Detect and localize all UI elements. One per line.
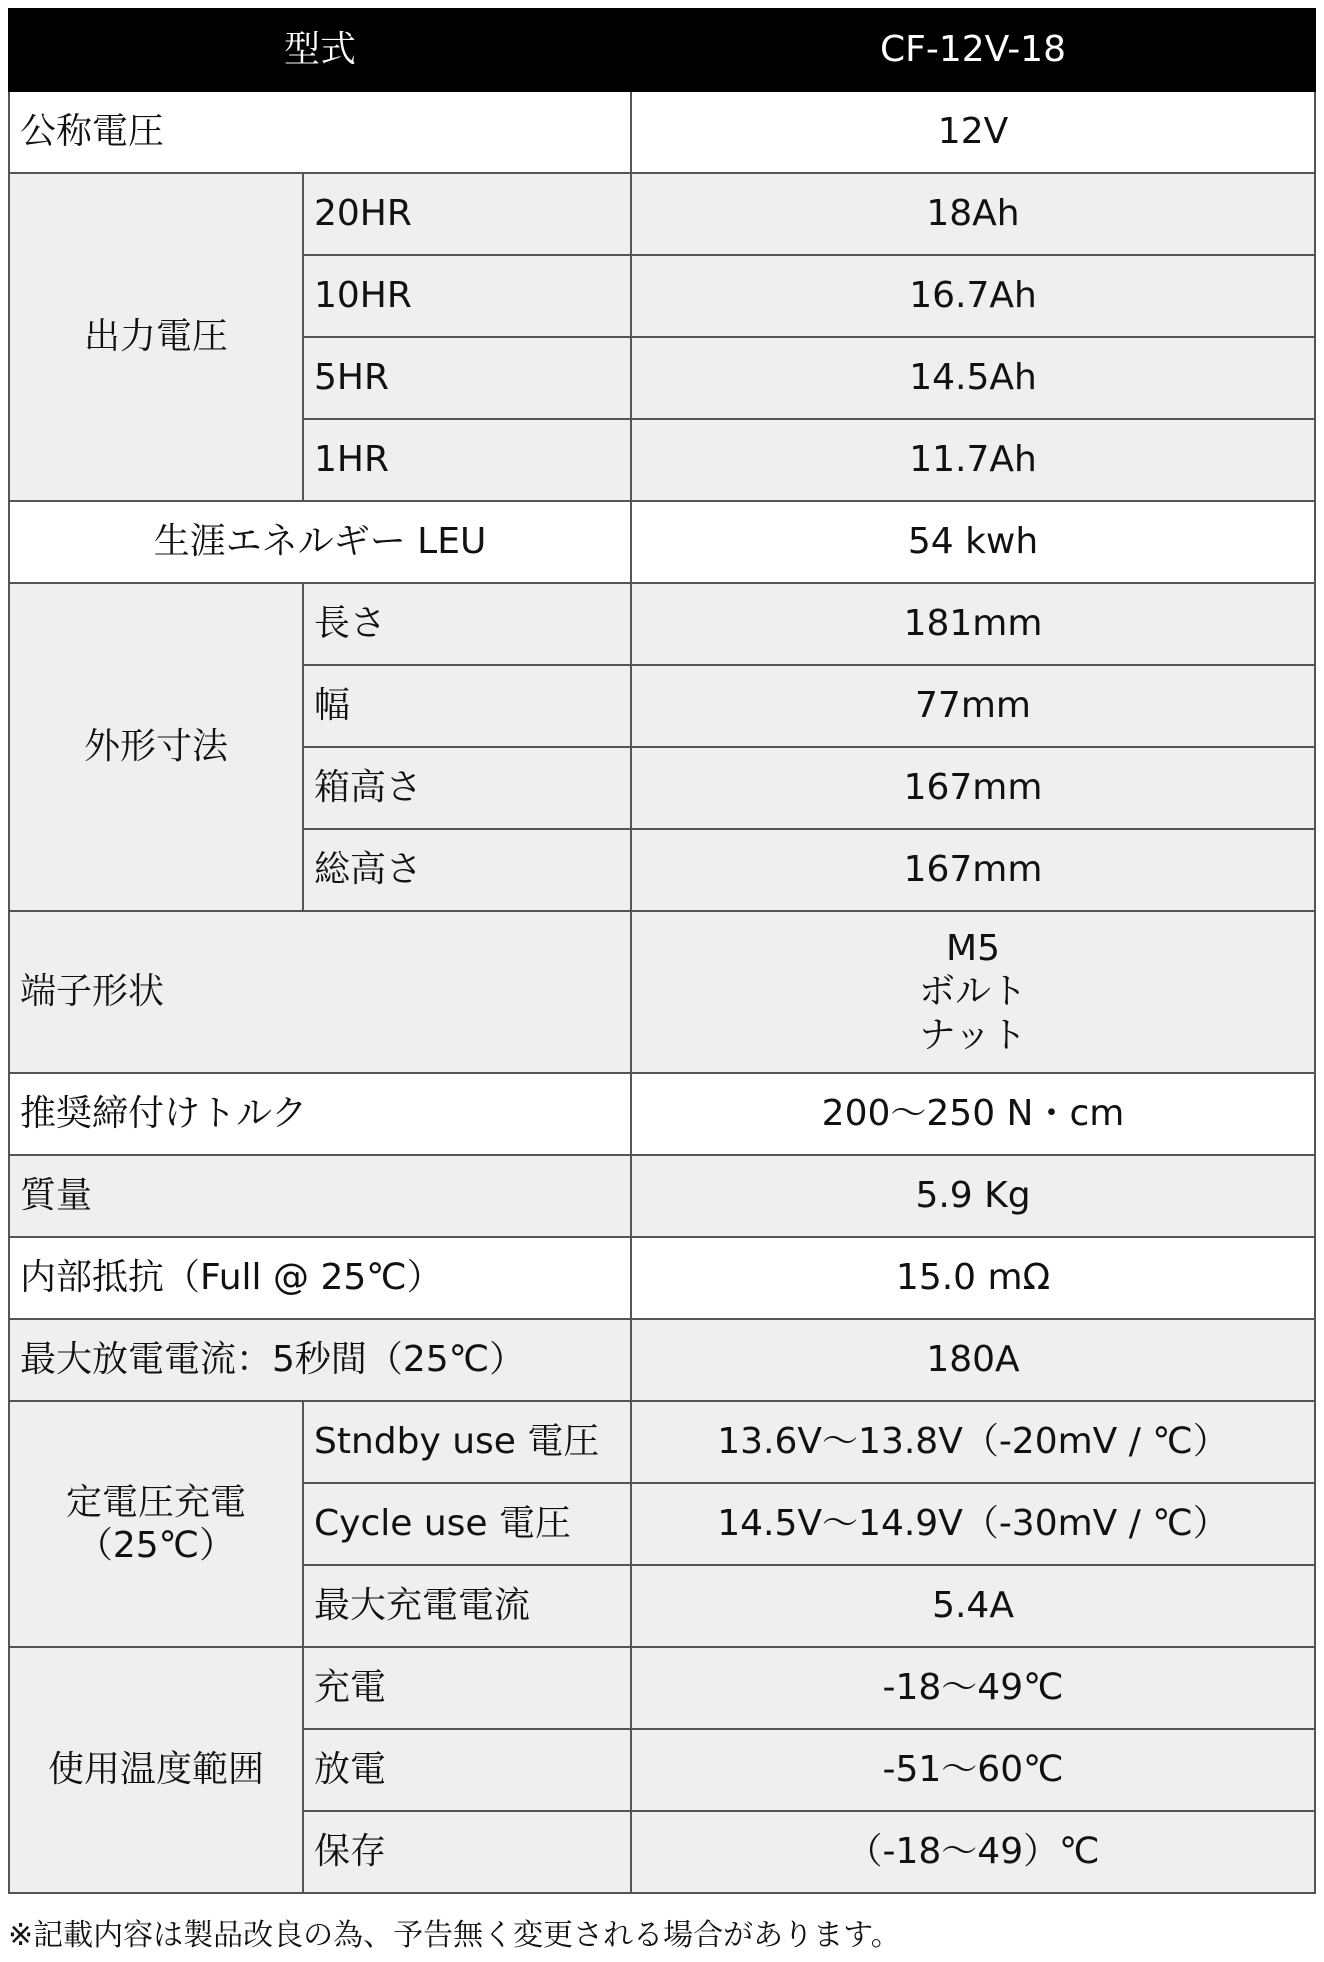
max-discharge-value: 180A — [631, 1319, 1315, 1401]
table-row — [9, 1647, 1315, 1729]
terminal-value-line: M5 — [946, 928, 1000, 970]
terminal-value-line: ボルト — [919, 971, 1028, 1013]
dimension-name: 箱高さ — [303, 747, 631, 829]
charging-value: 5.4A — [631, 1565, 1315, 1647]
output-voltage-label: 出力電圧 — [9, 173, 303, 501]
temperature-value: （-18～49）℃ — [631, 1811, 1315, 1893]
table-row — [9, 1073, 1315, 1155]
mass-label: 質量 — [9, 1155, 631, 1237]
table-row — [9, 1155, 1315, 1237]
dimension-value: 77mm — [631, 665, 1315, 747]
table-row — [9, 583, 1315, 665]
temperature-name: 放電 — [303, 1729, 631, 1811]
table-row — [9, 91, 1315, 173]
dimension-name: 長さ — [303, 583, 631, 665]
dimension-name: 総高さ — [303, 829, 631, 911]
internal-resistance-label: 内部抵抗（Full @ 25℃） — [9, 1237, 631, 1319]
lifetime-energy-label: 生涯エネルギー LEU — [9, 501, 631, 583]
temperature-name: 保存 — [303, 1811, 631, 1893]
charging-value: 14.5V～14.9V（-30mV / ℃） — [631, 1483, 1315, 1565]
table-row — [9, 173, 1315, 255]
temperature-label: 使用温度範囲 — [9, 1647, 303, 1893]
output-capacity: 18Ah — [631, 173, 1315, 255]
footnote: ※記載内容は製品改良の為、予告無く変更される場合があります。 — [8, 1918, 901, 1953]
charging-value: 13.6V～13.8V（-20mV / ℃） — [631, 1401, 1315, 1483]
charging-label — [9, 1401, 303, 1647]
output-rate: 20HR — [303, 173, 631, 255]
dimensions-label: 外形寸法 — [9, 583, 303, 911]
table-row — [9, 911, 1315, 1073]
nominal-voltage-label: 公称電圧 — [9, 91, 631, 173]
charging-label-line: 定電圧充電 — [65, 1481, 246, 1523]
header-row — [9, 9, 1315, 91]
charging-name: 最大充電電流 — [303, 1565, 631, 1647]
terminal-label: 端子形状 — [9, 911, 631, 1073]
charging-name: Cycle use 電圧 — [303, 1483, 631, 1565]
header-model-label: 型式 — [9, 9, 631, 91]
output-capacity: 14.5Ah — [631, 337, 1315, 419]
output-rate: 1HR — [303, 419, 631, 501]
lifetime-energy-value: 54 kwh — [631, 501, 1315, 583]
output-capacity: 16.7Ah — [631, 255, 1315, 337]
table-row — [9, 1319, 1315, 1401]
dimension-value: 167mm — [631, 829, 1315, 911]
temperature-value: -51～60℃ — [631, 1729, 1315, 1811]
temperature-value: -18～49℃ — [631, 1647, 1315, 1729]
terminal-value-line: ナット — [919, 1014, 1027, 1056]
table-row — [9, 1237, 1315, 1319]
dimension-value: 181mm — [631, 583, 1315, 665]
output-rate: 5HR — [303, 337, 631, 419]
output-capacity: 11.7Ah — [631, 419, 1315, 501]
charging-name: Stndby use 電圧 — [303, 1401, 631, 1483]
temperature-name: 充電 — [303, 1647, 631, 1729]
dimension-value: 167mm — [631, 747, 1315, 829]
charging-label-line: （25℃） — [76, 1525, 236, 1566]
nominal-voltage-value: 12V — [631, 91, 1315, 173]
max-discharge-label: 最大放電電流：5秒間（25℃） — [9, 1319, 631, 1401]
dimension-name: 幅 — [303, 665, 631, 747]
torque-value: 200～250 N・cm — [631, 1073, 1315, 1155]
table-row — [9, 501, 1315, 583]
terminal-value — [631, 911, 1315, 1073]
spec-table — [8, 8, 1316, 1894]
table-row — [9, 1401, 1315, 1483]
mass-value: 5.9 Kg — [631, 1155, 1315, 1237]
header-model-value: CF-12V-18 — [631, 9, 1315, 91]
output-rate: 10HR — [303, 255, 631, 337]
torque-label: 推奨締付けトルク — [9, 1073, 631, 1155]
internal-resistance-value: 15.0 mΩ — [631, 1237, 1315, 1319]
